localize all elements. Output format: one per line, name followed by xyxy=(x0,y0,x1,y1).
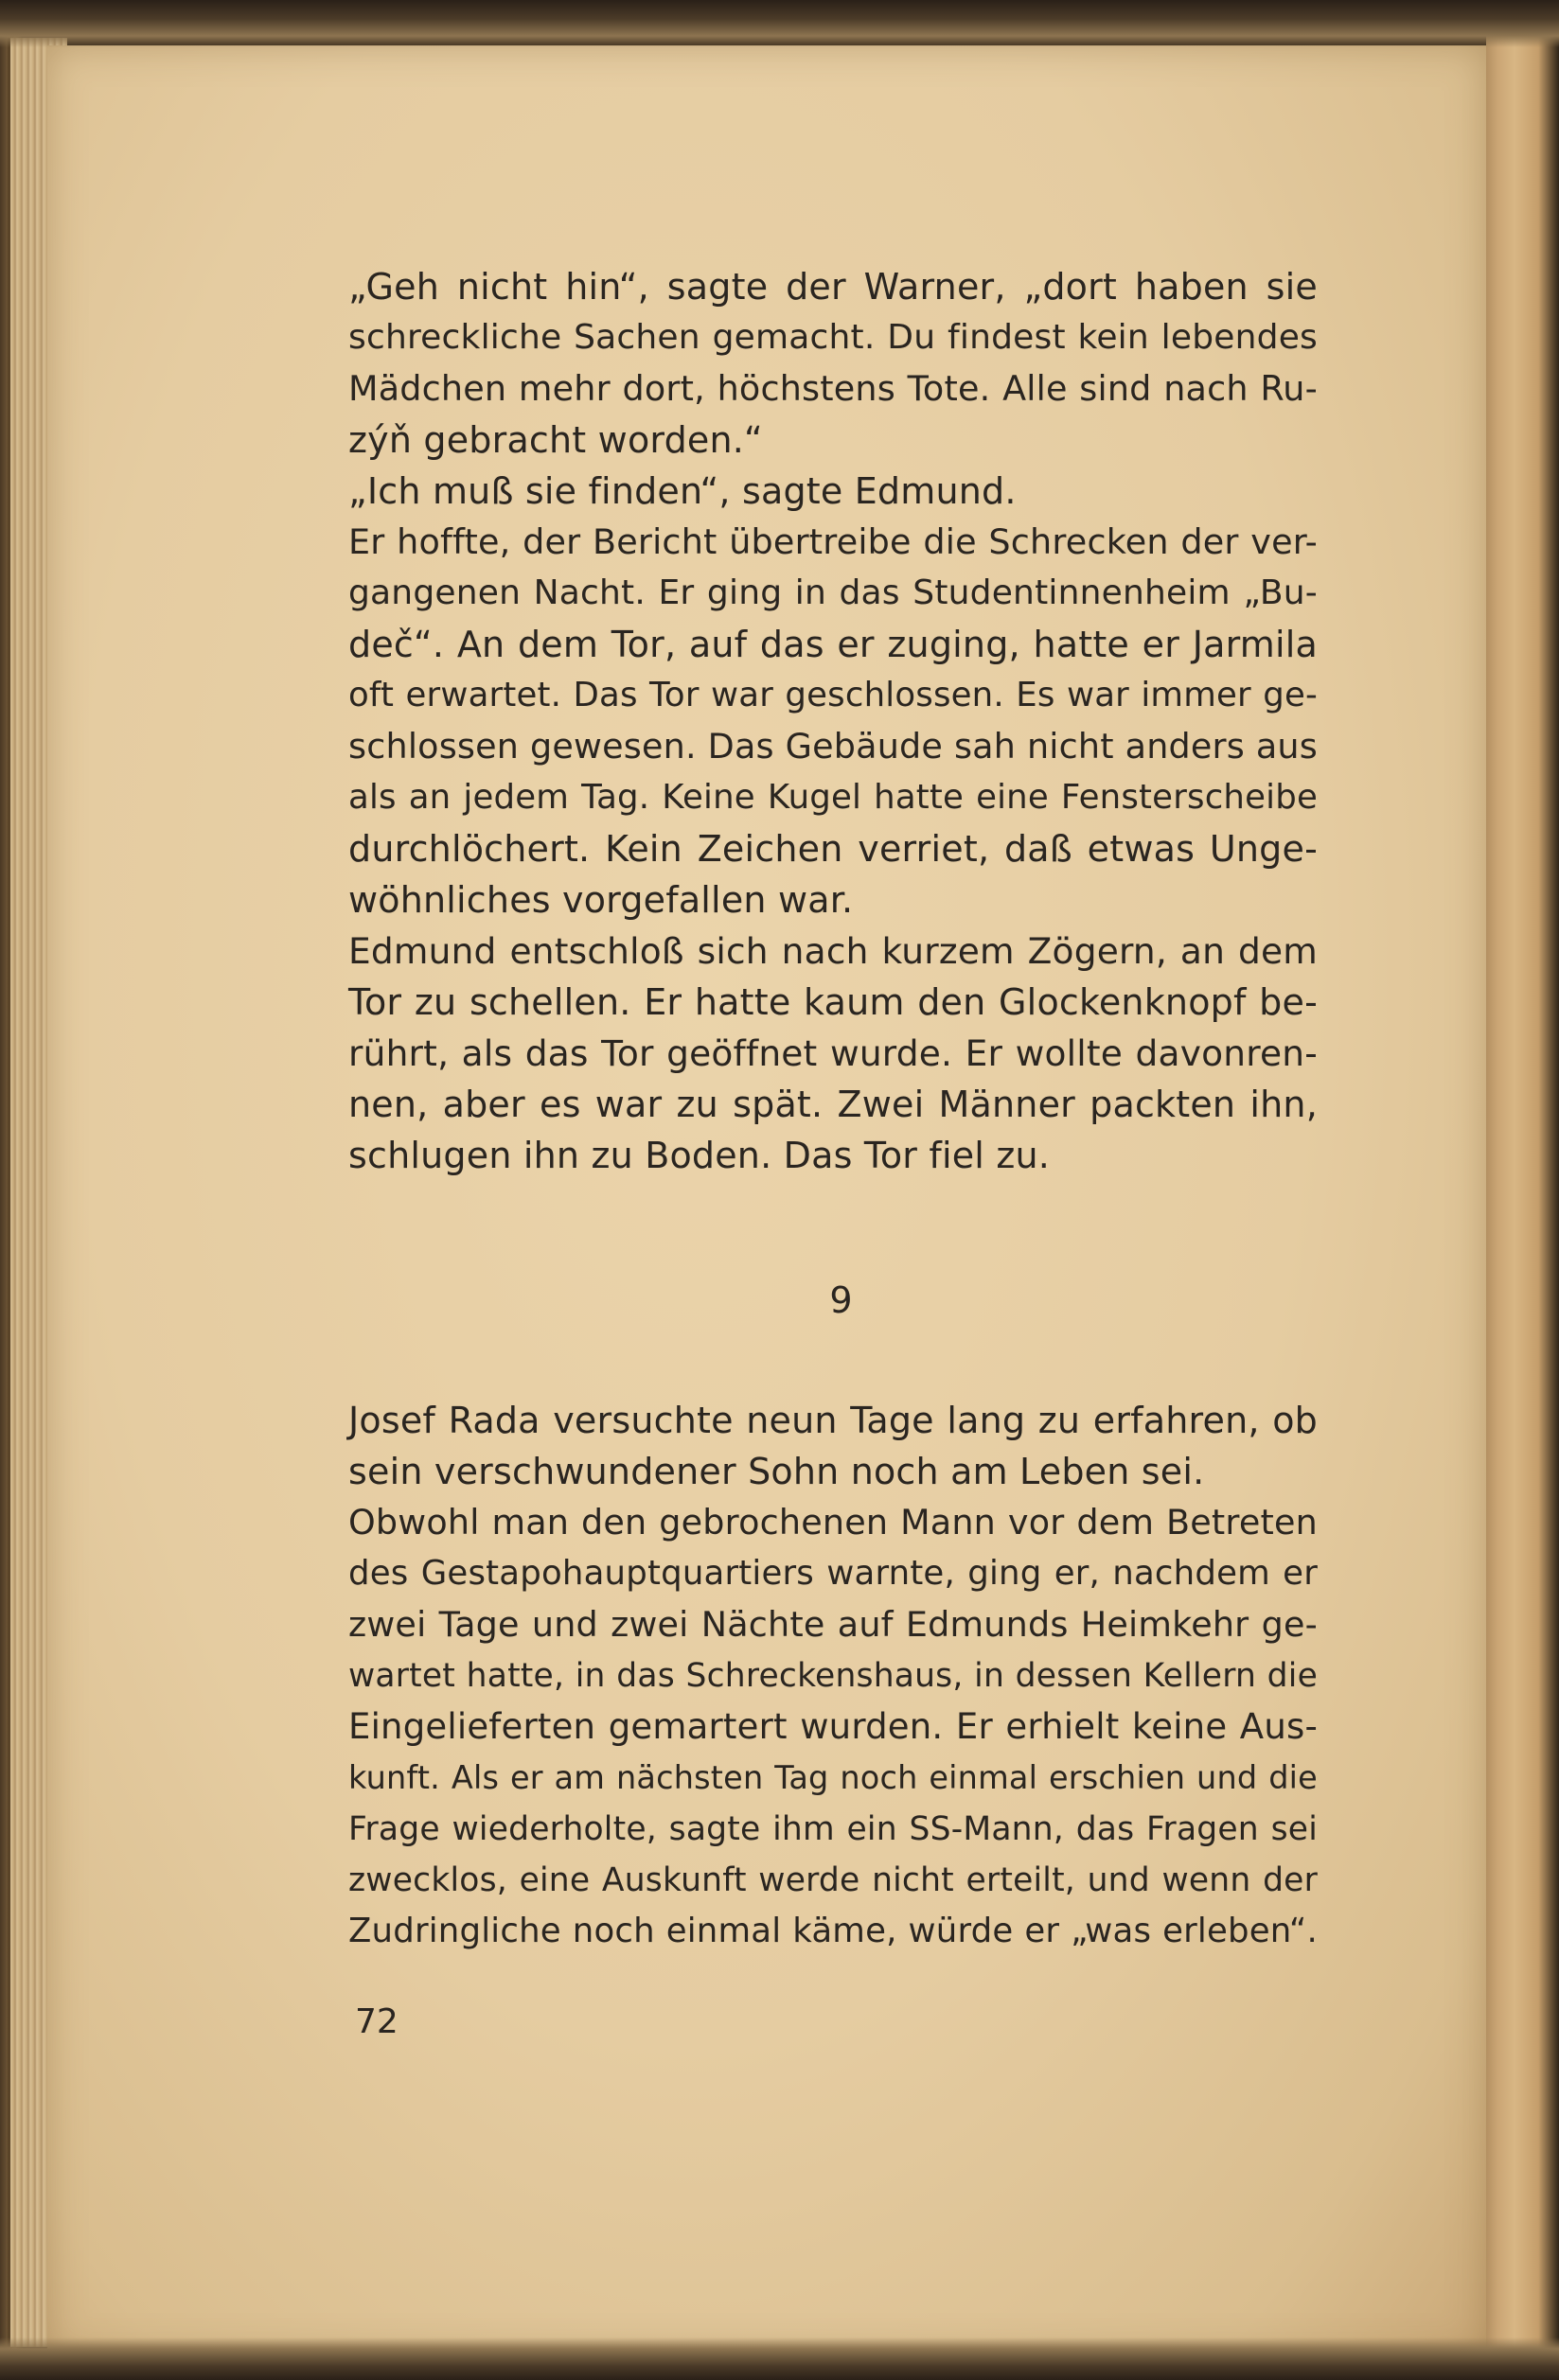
book-spine xyxy=(1486,28,1559,2356)
text-line: nen, aber es war zu spät. Zwei Männer packten ihn, xyxy=(348,1084,1318,1125)
text-line: Zudringliche noch einmal käme, würde er „was erleben“. xyxy=(348,1912,1318,1950)
text-line: deč“. An dem Tor, auf das er zuging, hatte er Jarmila xyxy=(348,624,1318,665)
text-line: zýň gebracht worden.“ xyxy=(348,419,763,461)
text-line: Obwohl man den gebrochenen Mann vor dem Betreten xyxy=(348,1502,1318,1543)
text-line: Er hoffte, der Bericht übertreibe die Schrecken der ver- xyxy=(348,521,1318,562)
text-line: kunft. Als er am nächsten Tag noch einmal erschien und die xyxy=(348,1759,1318,1796)
text-line: oft erwartet. Das Tor war geschlossen. Es war immer ge- xyxy=(348,676,1318,714)
text-line: Eingelieferten gemartert wurden. Er erhielt keine Aus- xyxy=(348,1706,1318,1747)
text-line: „Ich muß sie finden“, sagte Edmund. xyxy=(348,470,1017,512)
text-section-2 xyxy=(348,1395,1318,1957)
bottom-edge-shadow xyxy=(0,2337,1559,2380)
text-line: Frage wiederholte, sagte ihm ein SS-Mann, das Fragen sei xyxy=(348,1810,1318,1848)
text-line: zwecklos, eine Auskunft werde nicht erteilt, und wenn der xyxy=(348,1861,1318,1899)
text-section-1 xyxy=(348,261,1318,1181)
text-line: zwei Tage und zwei Nächte auf Edmunds Heimkehr ge- xyxy=(348,1604,1318,1645)
text-line: wartet hatte, in das Schreckenshaus, in dessen Kellern die xyxy=(348,1657,1318,1695)
text-line: wöhnliches vorgefallen war. xyxy=(348,879,854,921)
chapter-heading xyxy=(0,1279,1559,1321)
text-line: „Geh nicht hin“, sagte der Warner, „dort haben sie xyxy=(348,266,1318,308)
text-line: schreckliche Sachen gemacht. Du findest kein lebendes xyxy=(348,318,1318,357)
text-line: des Gestapohauptquartiers warnte, ging er, nachdem er xyxy=(348,1554,1318,1593)
text-line: gangenen Nacht. Er ging in das Studentinnenheim „Bu- xyxy=(348,573,1318,612)
text-line: sein verschwundener Sohn noch am Leben sei. xyxy=(348,1451,1205,1492)
text-line: Edmund entschloß sich nach kurzem Zögern, an dem xyxy=(348,930,1318,972)
text-line: rührt, als das Tor geöffnet wurde. Er wollte davonren- xyxy=(348,1032,1318,1074)
text-line: als an jedem Tag. Keine Kugel hatte eine Fensterscheibe xyxy=(348,778,1318,817)
top-edge-shadow xyxy=(0,0,1559,47)
text-line: Josef Rada versuchte neun Tage lang zu erfahren, ob xyxy=(348,1400,1318,1441)
text-line: Tor zu schellen. Er hatte kaum den Glockenknopf be- xyxy=(348,981,1318,1023)
text-line: schlugen ihn zu Boden. Das Tor fiel zu. xyxy=(348,1135,1051,1176)
page-number: 72 xyxy=(355,2002,399,2041)
text-line: schlossen gewesen. Das Gebäude sah nicht anders aus xyxy=(348,726,1318,767)
text-line: durchlöchert. Kein Zeichen verriet, daß etwas Unge- xyxy=(348,828,1318,870)
chapter-number: 9 xyxy=(829,1279,853,1321)
text-line: Mädchen mehr dort, höchstens Tote. Alle sind nach Ru- xyxy=(348,368,1318,409)
